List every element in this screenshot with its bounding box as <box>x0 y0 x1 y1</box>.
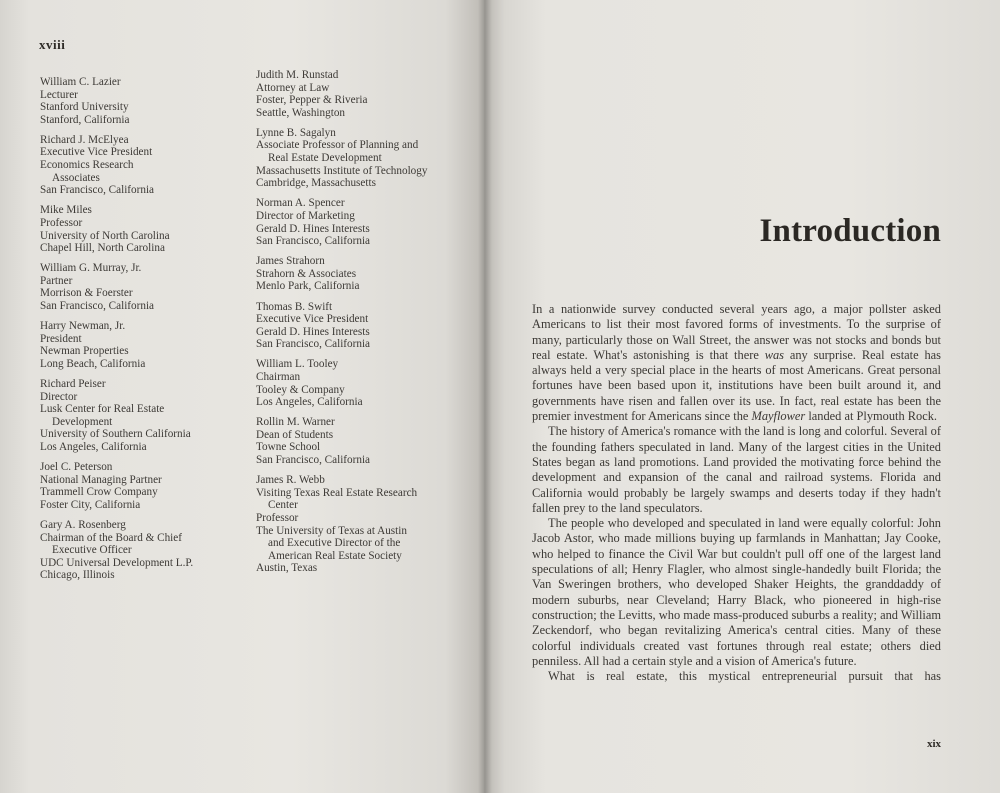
contributor-name: Richard J. McElyea <box>40 133 129 146</box>
contributor-entry <box>256 127 471 190</box>
emphasis-was: was <box>764 347 784 362</box>
contributor-detail: Strahorn & Associates <box>256 267 357 280</box>
contributor-detail: Lusk Center for Real Estate <box>40 403 165 416</box>
contributor-detail: San Francisco, California <box>40 184 155 197</box>
page-number-left: xviii <box>39 37 66 52</box>
contributor-detail: Stanford University <box>40 101 129 114</box>
contributor-name: James Strahorn <box>256 255 325 268</box>
contributor-detail: Foster, Pepper & Riveria <box>256 94 368 107</box>
contributor-detail: Attorney at Law <box>256 81 330 94</box>
contributor-detail: Executive Vice President <box>40 146 153 159</box>
contributor-detail: San Francisco, California <box>256 454 371 467</box>
contributor-detail: Tooley & Company <box>256 383 345 396</box>
contributor-entry <box>256 197 471 247</box>
contributor-name: Thomas B. Swift <box>256 300 333 313</box>
contributor-detail: Gerald D. Hines Interests <box>256 222 370 235</box>
contributor-entry <box>256 255 471 293</box>
contributor-detail: Chairman <box>256 370 301 383</box>
contributor-detail: UDC Universal Development L.P. <box>40 556 194 569</box>
contributor-entry <box>40 134 250 197</box>
contributor-detail: Director of Marketing <box>256 209 355 222</box>
contributor-detail: American Real Estate Society <box>268 549 402 562</box>
contributor-detail: Center <box>268 499 298 512</box>
paragraph-4: What is real estate, this mystical entrepreneurial pursuit that has <box>548 669 941 684</box>
contributor-detail: Dean of Students <box>256 428 334 441</box>
contributor-entry <box>256 301 471 351</box>
contributor-name: Harry Newman, Jr. <box>40 320 126 333</box>
contributor-detail: San Francisco, California <box>256 235 371 248</box>
contributor-entry <box>40 378 250 454</box>
contributor-detail: Morrison & Foerster <box>40 287 133 300</box>
contributor-detail: The University of Texas at Austin <box>256 524 407 537</box>
contributor-name: William L. Tooley <box>256 358 339 371</box>
book-gutter <box>478 0 492 793</box>
contributor-detail: Chapel Hill, North Carolina <box>40 242 165 255</box>
contributor-detail: Menlo Park, California <box>256 280 360 293</box>
contributor-entry <box>256 69 471 119</box>
contributor-column-2 <box>256 69 471 582</box>
contributor-entry <box>40 461 250 511</box>
contributor-detail: Foster City, California <box>40 498 141 511</box>
contributor-detail: Massachusetts Institute of Technology <box>256 164 428 177</box>
contributor-name: Judith M. Runstad <box>256 69 339 81</box>
contributor-name: Rollin M. Warner <box>256 416 335 429</box>
introduction-body <box>532 302 941 684</box>
contributor-detail: Professor <box>40 216 83 229</box>
contributor-detail: Development <box>52 415 113 428</box>
contributor-detail: Cambridge, Massachusetts <box>256 177 376 190</box>
contributor-name: Joel C. Peterson <box>40 461 113 474</box>
contributor-name: William C. Lazier <box>40 76 121 88</box>
contributor-detail: Newman Properties <box>40 345 129 358</box>
contributor-detail: Seattle, Washington <box>256 106 346 119</box>
contributor-detail: Lecturer <box>40 88 78 101</box>
contributor-column-1 <box>40 76 250 589</box>
page-number-right: xix <box>927 738 942 750</box>
paragraph-2: The history of America's romance with the land is long and colorful. Several of the founding fathers speculated in land. Many of the largest cities in the United States began as land promotions. Land provided the motivating force behind the development and expansion of the canal and railroad systems. Florida and California would probably be largely swamps and deserts today if they hadn't fallen prey to the land speculators. <box>532 424 941 515</box>
left-page <box>0 0 484 793</box>
contributor-entry <box>40 320 250 370</box>
paragraph-1-part-c: landed at Plymouth Rock. <box>805 409 938 424</box>
contributor-detail: Executive Vice President <box>256 313 369 326</box>
contributor-detail: Long Beach, California <box>40 357 146 370</box>
contributor-entry <box>256 416 471 466</box>
paragraph-1-part-b: any surprise. Real estate has always held a very special place in the hearts of most Americans. Great personal fortunes have been based upon it, institutions have been built around it, and governments have risen and fallen over its use. In fact, real estate has been the premier investment for Americans since the <box>532 347 941 424</box>
contributor-name: Richard Peiser <box>40 377 106 390</box>
contributor-detail: San Francisco, California <box>40 300 155 312</box>
chapter-title: Introduction <box>759 213 941 249</box>
contributor-detail: Gerald D. Hines Interests <box>256 325 370 338</box>
contributor-entry <box>40 262 250 312</box>
contributor-detail: University of Southern California <box>40 428 191 441</box>
contributor-name: Norman A. Spencer <box>256 197 345 210</box>
contributor-detail: Professor <box>256 511 299 524</box>
contributor-detail: Associate Professor of Planning and <box>256 139 419 152</box>
paragraph-1-part-a: In a nationwide survey conducted several years ago, a major pollster asked Americans to list their most favored forms of investments. To the surprise of many, particularly those on Wall Street, the answer was not stocks and bonds but real estate. What's astonishing is that there <box>532 302 941 362</box>
contributor-name: Lynne B. Sagalyn <box>256 126 336 139</box>
contributor-entry <box>40 76 250 126</box>
contributor-detail: Stanford, California <box>40 113 130 126</box>
paragraph-1 <box>532 302 941 424</box>
emphasis-mayflower: Mayflower <box>751 409 806 424</box>
contributor-detail: Los Angeles, California <box>256 396 363 409</box>
contributor-detail: Chairman of the Board & Chief <box>40 531 182 544</box>
contributor-entry <box>40 204 250 254</box>
contributor-name: William G. Murray, Jr. <box>40 262 142 275</box>
contributor-entry <box>256 474 471 575</box>
contributor-detail: Los Angeles, California <box>40 440 147 453</box>
contributor-detail: Economics Research <box>40 159 134 172</box>
contributor-detail: Partner <box>40 274 73 287</box>
contributor-name: Mike Miles <box>40 204 92 217</box>
contributor-detail: National Managing Partner <box>40 473 162 486</box>
contributor-detail: Trammell Crow Company <box>40 486 158 499</box>
paragraph-3: The people who developed and speculated in land were equally colorful: John Jacob Astor, who made millions buying up farmlands in Manhattan; Jay Cooke, who helped to finance the Civil War but couldn't pull off one of the largest land speculations of all; Henry Flagler, who almost single-handedly built Florida; the Van Sweringen brothers, who developed Shaker Heights, the granddaddy of modern suburbs, near Cleveland; Harry Black, who pioneered in high-rise construction; the Levitts, who made mass-produced suburbs a reality; and William Zeckendorf, who began revitalizing America's central cities. Many of these colorful individuals created vast fortunes through real estate; others died penniless. All had a certain style and a vision of America's future. <box>532 516 941 668</box>
contributor-name: Gary A. Rosenberg <box>40 518 126 531</box>
contributor-detail: Chicago, Illinois <box>40 569 115 582</box>
contributor-detail: Director <box>40 390 78 403</box>
contributor-detail: Towne School <box>256 441 321 454</box>
contributor-detail: Real Estate Development <box>268 152 382 165</box>
contributor-detail: President <box>40 332 82 345</box>
contributor-detail: Visiting Texas Real Estate Research <box>256 486 418 499</box>
contributor-detail: Austin, Texas <box>256 562 318 575</box>
contributor-entry <box>40 519 250 582</box>
contributor-detail: Executive Officer <box>52 544 132 557</box>
contributor-detail: University of North Carolina <box>40 229 170 242</box>
contributor-name: James R. Webb <box>256 474 325 487</box>
contributor-detail: San Francisco, California <box>256 338 371 351</box>
contributor-entry <box>256 358 471 408</box>
contributor-detail: Associates <box>52 171 100 184</box>
contributor-detail: and Executive Director of the <box>268 537 401 550</box>
